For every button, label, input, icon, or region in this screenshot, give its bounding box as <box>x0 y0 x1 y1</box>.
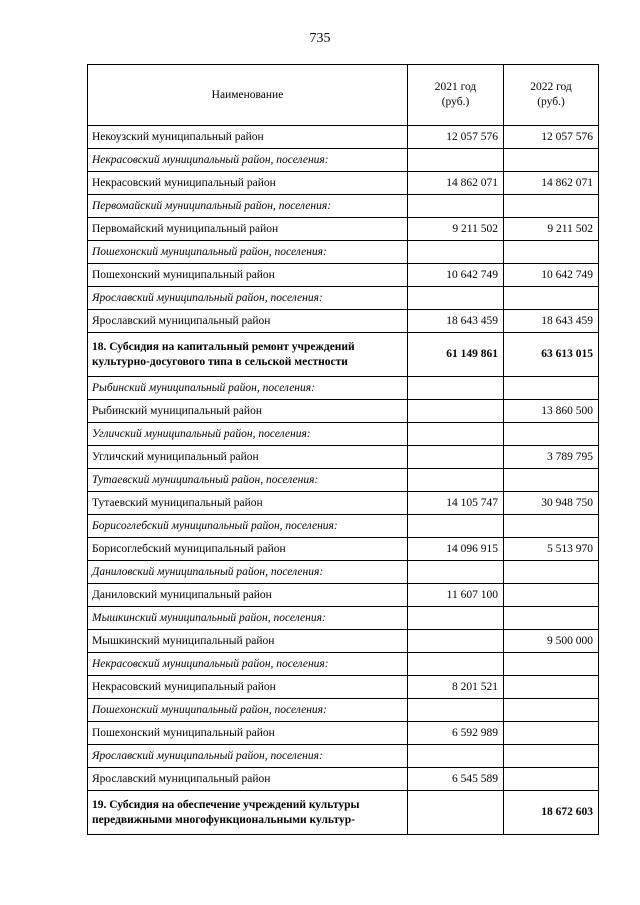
table-row <box>88 492 599 515</box>
amount-2022-cell: 9 500 000 <box>504 630 599 653</box>
row-name-cell: Ярославский муниципальный район, поселения: <box>88 287 408 310</box>
amount-2022-cell <box>504 561 599 584</box>
amount-2021-cell <box>408 653 504 676</box>
row-name-cell: 19. Субсидия на обеспечение учреждений культуры передвижными многофункциональными культур- <box>88 791 408 835</box>
column-header-2021-year: 2021 год <box>434 81 477 93</box>
row-name-cell: 18. Субсидия на капитальный ремонт учреждений культурно-досугового типа в сельской местности <box>88 333 408 377</box>
amount-2021-cell <box>408 561 504 584</box>
amount-2022-cell <box>504 676 599 699</box>
amount-2021-cell: 11 607 100 <box>408 584 504 607</box>
row-name-cell: Рыбинский муниципальный район <box>88 400 408 423</box>
row-name-cell: Даниловский муниципальный район <box>88 584 408 607</box>
amount-2021-cell <box>408 400 504 423</box>
row-name-cell: Пошехонский муниципальный район <box>88 722 408 745</box>
amount-2021-cell: 14 862 071 <box>408 172 504 195</box>
table-row <box>88 768 599 791</box>
amount-2021-cell <box>408 195 504 218</box>
table-row <box>88 264 599 287</box>
row-name-cell: Борисоглебский муниципальный район <box>88 538 408 561</box>
amount-2021-cell: 8 201 521 <box>408 676 504 699</box>
column-header-2021 <box>408 65 504 126</box>
amount-2022-cell: 13 860 500 <box>504 400 599 423</box>
subheading-row <box>88 241 599 264</box>
amount-2022-cell <box>504 287 599 310</box>
subheading-row <box>88 377 599 400</box>
amount-2022-cell: 18 643 459 <box>504 310 599 333</box>
subheading-row <box>88 515 599 538</box>
row-name-cell: Некрасовский муниципальный район, поселения: <box>88 653 408 676</box>
amount-2022-cell: 18 672 603 <box>504 791 599 835</box>
amount-2022-cell <box>504 745 599 768</box>
section-row <box>88 791 599 835</box>
amount-2021-cell: 12 057 576 <box>408 126 504 149</box>
amount-2022-cell <box>504 584 599 607</box>
row-name-cell: Пошехонский муниципальный район, поселения: <box>88 699 408 722</box>
row-name-cell: Ярославский муниципальный район <box>88 310 408 333</box>
amount-2021-cell: 10 642 749 <box>408 264 504 287</box>
amount-2021-cell <box>408 446 504 469</box>
subheading-row <box>88 423 599 446</box>
subheading-row <box>88 195 599 218</box>
amount-2022-cell <box>504 377 599 400</box>
table-row <box>88 310 599 333</box>
table-row <box>88 584 599 607</box>
amount-2022-cell <box>504 515 599 538</box>
table-row <box>88 446 599 469</box>
amount-2021-cell: 9 211 502 <box>408 218 504 241</box>
amount-2022-cell <box>504 699 599 722</box>
subheading-row <box>88 287 599 310</box>
amount-2021-cell <box>408 745 504 768</box>
row-name-cell: Ярославский муниципальный район <box>88 768 408 791</box>
row-name-cell: Мышкинский муниципальный район <box>88 630 408 653</box>
amount-2022-cell: 5 513 970 <box>504 538 599 561</box>
amount-2021-cell <box>408 287 504 310</box>
amount-2022-cell <box>504 653 599 676</box>
row-name-cell: Рыбинский муниципальный район, поселения: <box>88 377 408 400</box>
amount-2021-cell <box>408 423 504 446</box>
row-name-cell: Первомайский муниципальный район, поселения: <box>88 195 408 218</box>
row-name-cell: Некоузский муниципальный район <box>88 126 408 149</box>
row-name-cell: Некрасовский муниципальный район, поселения: <box>88 149 408 172</box>
subheading-row <box>88 745 599 768</box>
amount-2022-cell: 10 642 749 <box>504 264 599 287</box>
amount-2021-cell: 14 096 915 <box>408 538 504 561</box>
table-row <box>88 538 599 561</box>
row-name-cell: Первомайский муниципальный район <box>88 218 408 241</box>
section-row <box>88 333 599 377</box>
row-name-cell: Мышкинский муниципальный район, поселения: <box>88 607 408 630</box>
amount-2022-cell: 14 862 071 <box>504 172 599 195</box>
amount-2022-cell <box>504 241 599 264</box>
amount-2021-cell: 6 592 989 <box>408 722 504 745</box>
subheading-row <box>88 607 599 630</box>
row-name-cell: Пошехонский муниципальный район, поселения: <box>88 241 408 264</box>
amount-2022-cell <box>504 423 599 446</box>
amount-2021-cell <box>408 699 504 722</box>
row-name-cell: Некрасовский муниципальный район <box>88 676 408 699</box>
amount-2022-cell: 63 613 015 <box>504 333 599 377</box>
amount-2022-cell: 3 789 795 <box>504 446 599 469</box>
amount-2022-cell <box>504 768 599 791</box>
amount-2021-cell <box>408 515 504 538</box>
table-row <box>88 218 599 241</box>
amount-2022-cell: 30 948 750 <box>504 492 599 515</box>
column-header-2022-unit: (руб.) <box>537 96 565 108</box>
amount-2022-cell <box>504 195 599 218</box>
amount-2021-cell <box>408 241 504 264</box>
amount-2021-cell: 61 149 861 <box>408 333 504 377</box>
table-row <box>88 126 599 149</box>
column-header-2022 <box>504 65 599 126</box>
row-name-cell: Угличский муниципальный район <box>88 446 408 469</box>
amount-2022-cell <box>504 149 599 172</box>
row-name-cell: Угличский муниципальный район, поселения: <box>88 423 408 446</box>
column-header-name: Наименование <box>88 65 408 126</box>
amount-2021-cell <box>408 791 504 835</box>
table-header-row <box>88 65 599 126</box>
page-number: 735 <box>309 31 331 46</box>
amount-2021-cell <box>408 377 504 400</box>
table-row <box>88 630 599 653</box>
amount-2021-cell <box>408 149 504 172</box>
amount-2021-cell <box>408 630 504 653</box>
amount-2022-cell: 9 211 502 <box>504 218 599 241</box>
column-header-2022-year: 2022 год <box>530 81 572 93</box>
subheading-row <box>88 561 599 584</box>
row-name-cell: Тутаевский муниципальный район <box>88 492 408 515</box>
table-row <box>88 722 599 745</box>
table-row <box>88 676 599 699</box>
budget-table <box>87 64 599 835</box>
table-row <box>88 172 599 195</box>
amount-2022-cell <box>504 607 599 630</box>
amount-2021-cell: 14 105 747 <box>408 492 504 515</box>
row-name-cell: Даниловский муниципальный район, поселения: <box>88 561 408 584</box>
amount-2022-cell: 12 057 576 <box>504 126 599 149</box>
row-name-cell: Пошехонский муниципальный район <box>88 264 408 287</box>
amount-2022-cell <box>504 722 599 745</box>
column-header-2021-unit: (руб.) <box>441 96 470 108</box>
row-name-cell: Тутаевский муниципальный район, поселения: <box>88 469 408 492</box>
row-name-cell: Ярославский муниципальный район, поселения: <box>88 745 408 768</box>
subheading-row <box>88 469 599 492</box>
row-name-cell: Борисоглебский муниципальный район, поселения: <box>88 515 408 538</box>
table-body <box>88 126 599 835</box>
amount-2021-cell <box>408 469 504 492</box>
row-name-cell: Некрасовский муниципальный район <box>88 172 408 195</box>
amount-2021-cell <box>408 607 504 630</box>
subheading-row <box>88 699 599 722</box>
amount-2021-cell: 18 643 459 <box>408 310 504 333</box>
amount-2021-cell: 6 545 589 <box>408 768 504 791</box>
amount-2022-cell <box>504 469 599 492</box>
table-row <box>88 400 599 423</box>
subheading-row <box>88 149 599 172</box>
subheading-row <box>88 653 599 676</box>
